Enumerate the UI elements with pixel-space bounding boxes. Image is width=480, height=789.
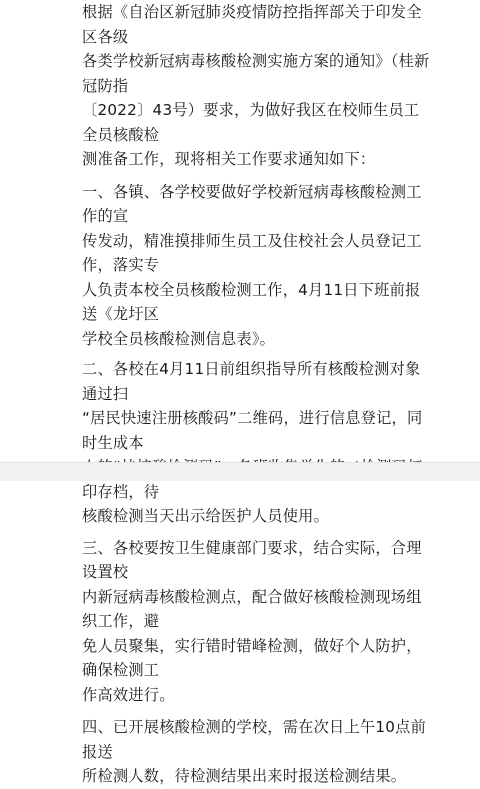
paragraph-item-2: 二、各校在4月11日前组织指导所有核酸检测对象通过扫 “居民快速注册核酸码”二维码，进行信息登记，同时生成本 印存档，待 核酸检测当天出示给医护人员使用。 — [82, 360, 423, 525]
paragraph-item-3: 三、各校要按卫生健康部门要求，结合实际，合理设置校 内新冠病毒核酸检测点，配合做好核酸检测现场组织工作，避 免人员聚集，实行错时错峰检测，做好个人防护，确保检测工 作高效进行。 — [82, 538, 422, 704]
document-body — [82, 0, 434, 789]
bottom-bar — [0, 462, 480, 481]
paragraph-item-1: 一、各镇、各学校要做好学校新冠病毒核酸检测工作的宣 传发动，精准摸排师生员工及住校社会人员登记工作，落实专 人负责本校全员核酸检测工作，4月11日下班前报送《龙圩区 学校全员核酸检测信息表》。 — [82, 182, 422, 348]
paragraph-intro: 根据《自治区新冠肺炎疫情防控指挥部关于印发全区各级 各类学校新冠病毒核酸检测实施方案的通知》（桂新冠防指 〔2022〕43号）要求，为做好我区在校师生员工全员核酸检 测准备工作，现将相关工作要求通知如下： — [82, 3, 430, 168]
paragraph-item-4: 四、已开展核酸检测的学校，需在次日上午10点前报送 所检测人数，待检测结果出来时报送检测结果。 — [82, 718, 427, 785]
